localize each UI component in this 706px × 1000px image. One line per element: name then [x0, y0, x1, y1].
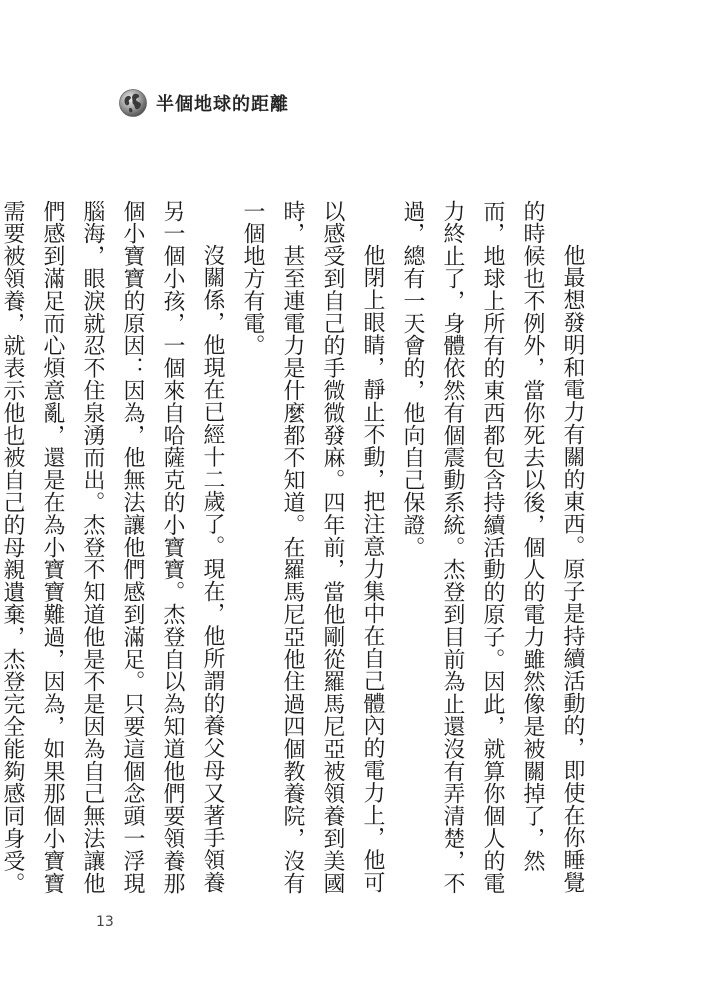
paragraph: 沒關係，他現在已經十二歲了。現在，他所謂的養父母又著手領養另一個小孩，一個來自哈薩克的小寶寶。杰登自以為知道他們要領養那個小寶寶的原因：因為，他無法讓他們感到滿足。只要這個念頭一浮現腦海，眼淚就忍不住泉湧而出。杰登不知道他是不是因為自己無法讓他們感到滿足而心煩意亂，還是在為小寶寶難過，因為，如果那個小寶寶需要被領養，就表示他也被自己的母親遺棄，杰登完全能夠感同身受。	[0, 200, 225, 895]
running-header	[118, 86, 289, 120]
page-number: 13	[96, 914, 114, 930]
paragraph: 他最想發明和電力有關的東西。原子是持續活動的，即使在你睡覺的時候也不例外，當你死去以後，個人的電力雖然像是被關掉了，然而，地球上所有的東西都包含持續活動的原子。因此，就算你個人的電力終止了，身體依然有個震動系統。杰登到目前為止還沒有弄清楚，不過，總有一天會的，他向自己保證。	[400, 200, 585, 895]
book-title: 半個地球的距離	[156, 94, 289, 115]
body-text	[0, 200, 592, 900]
globe-icon	[118, 88, 148, 118]
paragraph: 他閉上眼睛，靜止不動，把注意力集中在自己體內的電力上，他可以感受到自己的手微微發麻。四年前，當他剛從羅馬尼亞被領養到美國時，甚至連電力是什麼都不知道。在羅馬尼亞他住過四個教養院，沒有一個地方有電。	[240, 200, 385, 895]
